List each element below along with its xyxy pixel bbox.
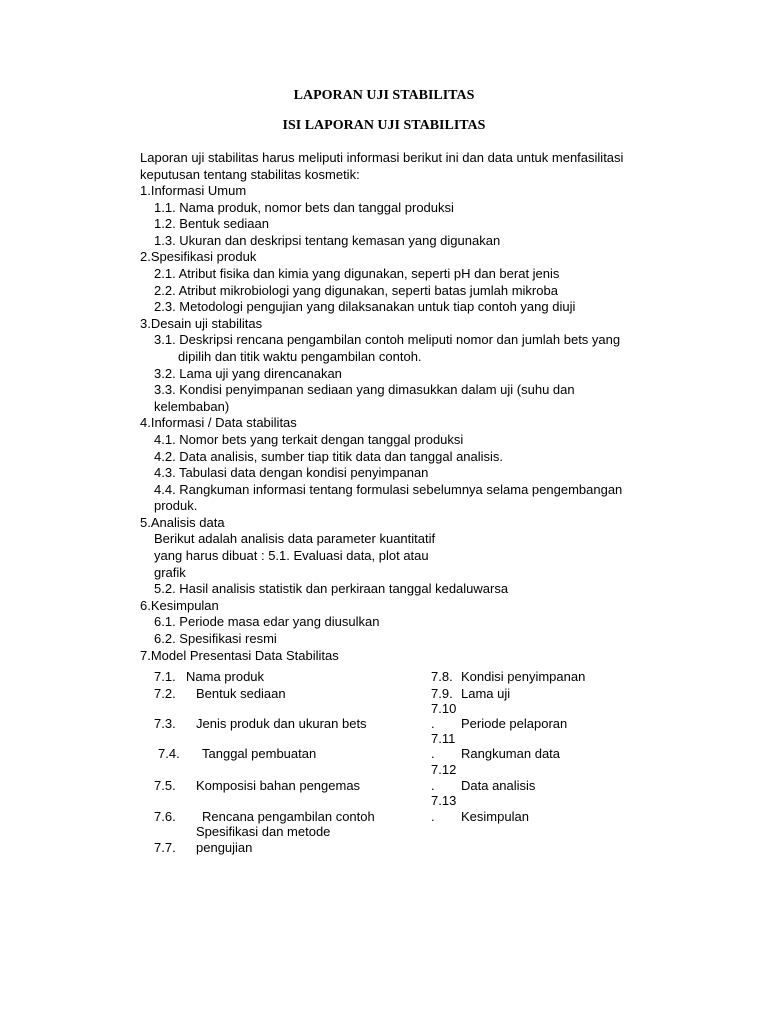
- right-col-number: .: [431, 809, 435, 824]
- section-item: 3.2. Lama uji yang direncanakan: [154, 365, 342, 381]
- left-col-text: Nama produk: [186, 669, 265, 684]
- section-item: produk.: [154, 498, 198, 514]
- left-col-text: Bentuk sediaan: [196, 686, 286, 701]
- intro-paragraph: [140, 150, 623, 183]
- section-heading: 7.Model Presentasi Data Stabilitas: [140, 647, 339, 663]
- section-item: grafik: [154, 564, 186, 580]
- section-item: 4.4. Rangkuman informasi tentang formulasi sebelumnya selama pengembangan: [154, 481, 623, 497]
- intro-line: keputusan tentang stabilitas kosmetik:: [140, 166, 360, 182]
- right-col-text: Kesimpulan: [461, 809, 529, 824]
- right-col-number: 7.12: [431, 762, 457, 777]
- right-col-number: 7.13: [431, 793, 457, 808]
- section-item: yang harus dibuat : 5.1. Evaluasi data, plot atau: [154, 548, 429, 564]
- right-col-text: Kondisi penyimpanan: [461, 669, 586, 684]
- left-col-text: Tanggal pembuatan: [202, 746, 317, 761]
- section-item: 5.2. Hasil analisis statistik dan perkiraan tanggal kedaluwarsa: [154, 581, 509, 597]
- left-col-number: 7.1.: [154, 669, 176, 684]
- section-item: 4.2. Data analisis, sumber tiap titik data dan tanggal analisis.: [154, 448, 504, 464]
- section-heading: 3.Desain uji stabilitas: [140, 315, 263, 331]
- section-item: Berikut adalah analisis data parameter kuantitatif: [154, 531, 436, 547]
- right-col-number: .: [431, 716, 435, 731]
- document-title: LAPORAN UJI STABILITAS: [293, 88, 475, 103]
- section-item: 1.3. Ukuran dan deskripsi tentang kemasan yang digunakan: [154, 232, 501, 248]
- right-col-number: 7.9.: [431, 686, 453, 701]
- right-col-text: Rangkuman data: [461, 746, 561, 761]
- section-heading: 1.Informasi Umum: [140, 183, 247, 198]
- right-col-text: Data analisis: [461, 778, 536, 793]
- section-heading: 4.Informasi / Data stabilitas: [140, 415, 297, 431]
- right-col-number: .: [431, 778, 435, 793]
- left-col-number: 7.2.: [154, 686, 176, 701]
- left-col-text: Rencana pengambilan contoh: [202, 809, 375, 824]
- right-col-text: Lama uji: [461, 686, 511, 701]
- section-item: 3.1. Deskripsi rencana pengambilan contoh meliputi nomor dan jumlah bets yang: [154, 332, 621, 348]
- section-heading: 5.Analisis data: [140, 514, 225, 530]
- section-heading: 2.Spesifikasi produk: [140, 249, 257, 265]
- outline-list: [140, 183, 622, 664]
- section-item: 3.3. Kondisi penyimpanan sediaan yang dimasukkan dalam uji (suhu dan: [154, 382, 575, 398]
- right-col-number: 7.10: [431, 701, 457, 716]
- right-col-text: Periode pelaporan: [461, 716, 568, 731]
- left-col-number: 7.7.: [154, 840, 176, 855]
- section-item: 1.2. Bentuk sediaan: [154, 216, 269, 232]
- left-col-text: Jenis produk dan ukuran bets: [196, 716, 367, 731]
- intro-line: Laporan uji stabilitas harus meliputi informasi berikut ini dan data untuk menfasilitasi: [140, 150, 624, 165]
- section-item: 1.1. Nama produk, nomor bets dan tanggal produksi: [154, 199, 454, 215]
- section-item: 2.3. Metodologi pengujian yang dilaksanakan untuk tiap contoh yang diuji: [154, 299, 576, 315]
- section-item: 4.1. Nomor bets yang terkait dengan tanggal produksi: [154, 431, 464, 447]
- left-col-number: 7.5.: [154, 778, 176, 793]
- left-col-text: Spesifikasi dan metode: [196, 824, 331, 839]
- left-col-number: 7.6.: [154, 809, 176, 824]
- left-col-text: pengujian: [196, 840, 253, 855]
- document-subtitle: ISI LAPORAN UJI STABILITAS: [282, 118, 486, 133]
- section-item: 6.2. Spesifikasi resmi: [154, 631, 277, 647]
- section-item: kelembaban): [154, 398, 230, 414]
- left-col-number: 7.4.: [158, 746, 180, 761]
- section-item: 4.3. Tabulasi data dengan kondisi penyimpanan: [154, 465, 429, 481]
- section-item: dipilih dan titik waktu pengambilan contoh.: [178, 348, 422, 364]
- right-col-number: 7.11: [431, 731, 456, 746]
- left-col-number: 7.3.: [154, 716, 176, 731]
- section-item: 2.1. Atribut fisika dan kimia yang digunakan, seperti pH dan berat jenis: [154, 265, 560, 281]
- section-heading: 6.Kesimpulan: [140, 597, 219, 613]
- right-col-number: 7.8.: [431, 669, 453, 684]
- section-item: 2.2. Atribut mikrobiologi yang digunakan, seperti batas jumlah mikroba: [154, 282, 558, 298]
- right-col-number: .: [431, 746, 435, 761]
- left-col-text: Komposisi bahan pengemas: [196, 778, 361, 793]
- section-item: 6.1. Periode masa edar yang diusulkan: [154, 614, 380, 630]
